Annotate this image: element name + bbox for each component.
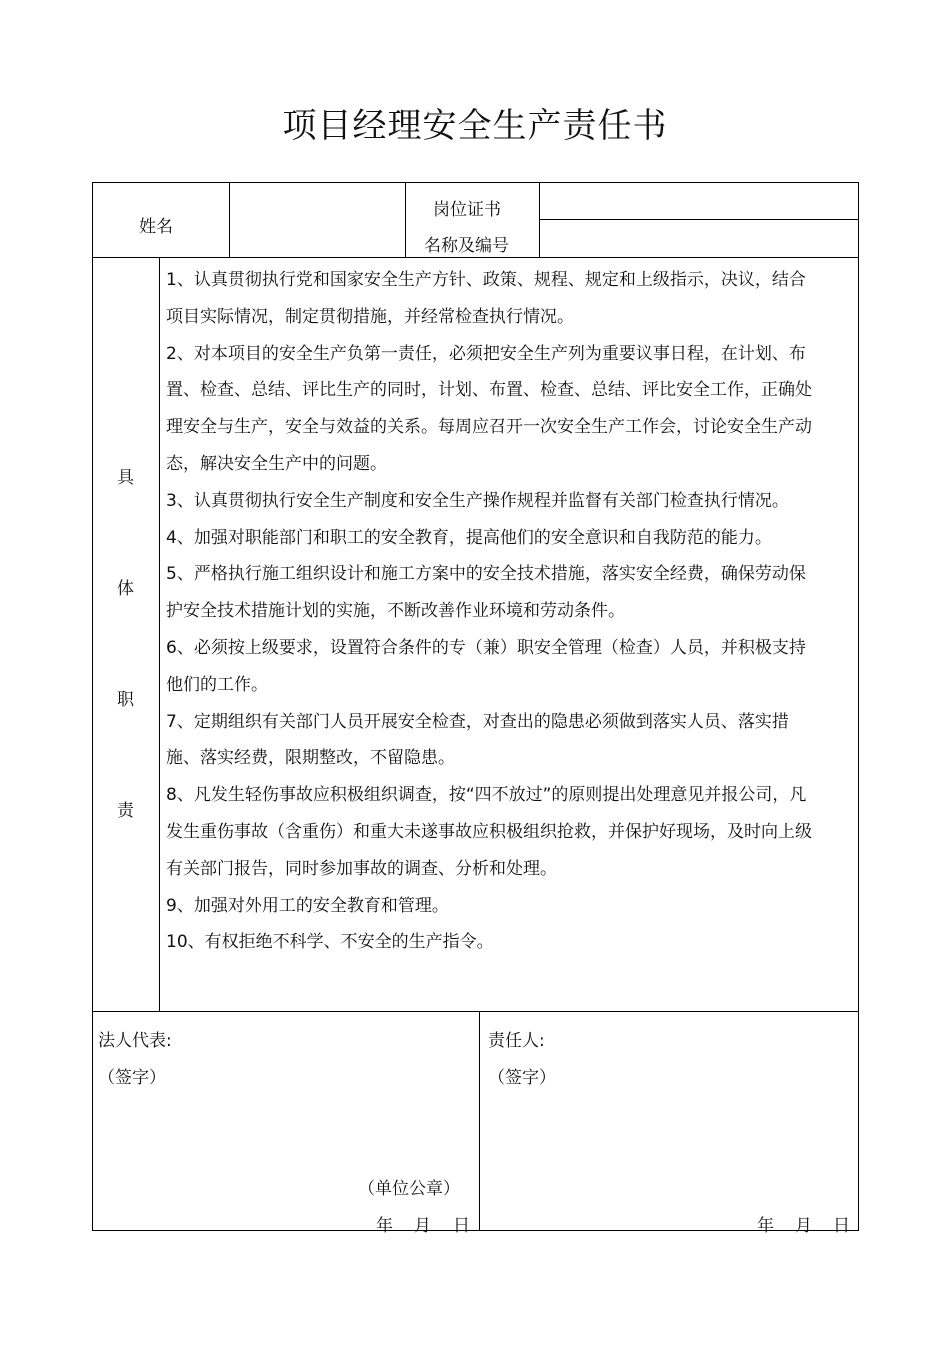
- legal-rep-label: 法人代表:: [98, 1031, 172, 1051]
- left-date-month: 月: [414, 1216, 431, 1236]
- duty-item: 1、认真贯彻执行党和国家安全生产方针、政策、规程、规定和上级指示，决议，结合项目实际情况，制定贯彻措施，并经常检查执行情况。: [166, 270, 806, 327]
- duties-label-char: 体: [117, 579, 134, 599]
- duties-label-divider: [159, 257, 160, 1011]
- header-divider-1: [229, 182, 230, 257]
- legal-rep-sign: （签字）: [98, 1068, 166, 1088]
- signature-divider: [479, 1011, 480, 1231]
- duty-item: 2、对本项目的安全生产负第一责任，必须把安全生产列为重要议事日程，在计划、布置、检查、总结、评比生产的同时，计划、布置、检查、总结、评比安全工作，正确处理安全与生产，安全与效益的关系。每周应召开一次安全生产工作会，讨论安全生产动态，解决安全生产中的问题。: [166, 343, 812, 474]
- duties-row-divider: [92, 1011, 859, 1012]
- left-date-year: 年: [376, 1216, 393, 1236]
- left-date-day: 日: [453, 1216, 470, 1236]
- name-value-field[interactable]: [232, 186, 402, 254]
- cert-label-line1: 岗位证书: [433, 200, 501, 220]
- duty-item: 8、凡发生轻伤事故应积极组织调查，按“四不放过”的原则提出处理意见并报公司，凡发生重伤事故（含重伤）和重大未遂事故应积极组织抢救，并保护好现场，及时向上级有关部门报告，同时参加事故的调查、分析和处理。: [166, 785, 812, 879]
- cert-name-field[interactable]: [542, 185, 856, 217]
- right-date-month: 月: [795, 1216, 812, 1236]
- duty-item: 7、定期组织有关部门人员开展安全检查，对查出的隐患必须做到落实人员、落实措施、落实经费，限期整改，不留隐患。: [166, 711, 789, 769]
- document-title: 项目经理安全生产责任书: [282, 106, 668, 146]
- header-row-divider: [92, 257, 859, 258]
- header-divider-2: [405, 182, 406, 257]
- duties-list: [166, 262, 816, 961]
- cert-value-divider: [539, 219, 859, 220]
- duty-item: 5、严格执行施工组织设计和施工方案中的安全技术措施，落实安全经费，确保劳动保护安全技术措施计划的实施，不断改善作业环境和劳动条件。: [166, 564, 806, 622]
- duty-item: 9、加强对外用工的安全教育和管理。: [166, 895, 449, 916]
- duties-label-char: 职: [117, 690, 134, 710]
- cert-label-line2: 名称及编号: [424, 236, 509, 256]
- duty-item: 6、必须按上级要求，设置符合条件的专（兼）职安全管理（检查）人员，并积极支持他们的工作。: [166, 637, 806, 695]
- duties-label-char: 具: [117, 468, 134, 488]
- name-label: 姓名: [139, 217, 173, 237]
- duty-item: 3、认真贯彻执行安全生产制度和安全生产操作规程并监督有关部门检查执行情况。: [166, 490, 789, 511]
- duties-label-char: 责: [117, 801, 134, 821]
- duty-item: 4、加强对职能部门和职工的安全教育，提高他们的安全意识和自我防范的能力。: [166, 527, 772, 548]
- right-date-day: 日: [833, 1216, 850, 1236]
- cert-number-field[interactable]: [542, 222, 856, 255]
- right-date-year: 年: [757, 1216, 774, 1236]
- responsible-person-sign: （签字）: [488, 1068, 556, 1088]
- unit-seal-label: （单位公章）: [358, 1179, 460, 1199]
- duty-item: 10、有权拒绝不科学、不安全的生产指令。: [166, 932, 494, 953]
- responsible-person-label: 责任人:: [488, 1031, 545, 1051]
